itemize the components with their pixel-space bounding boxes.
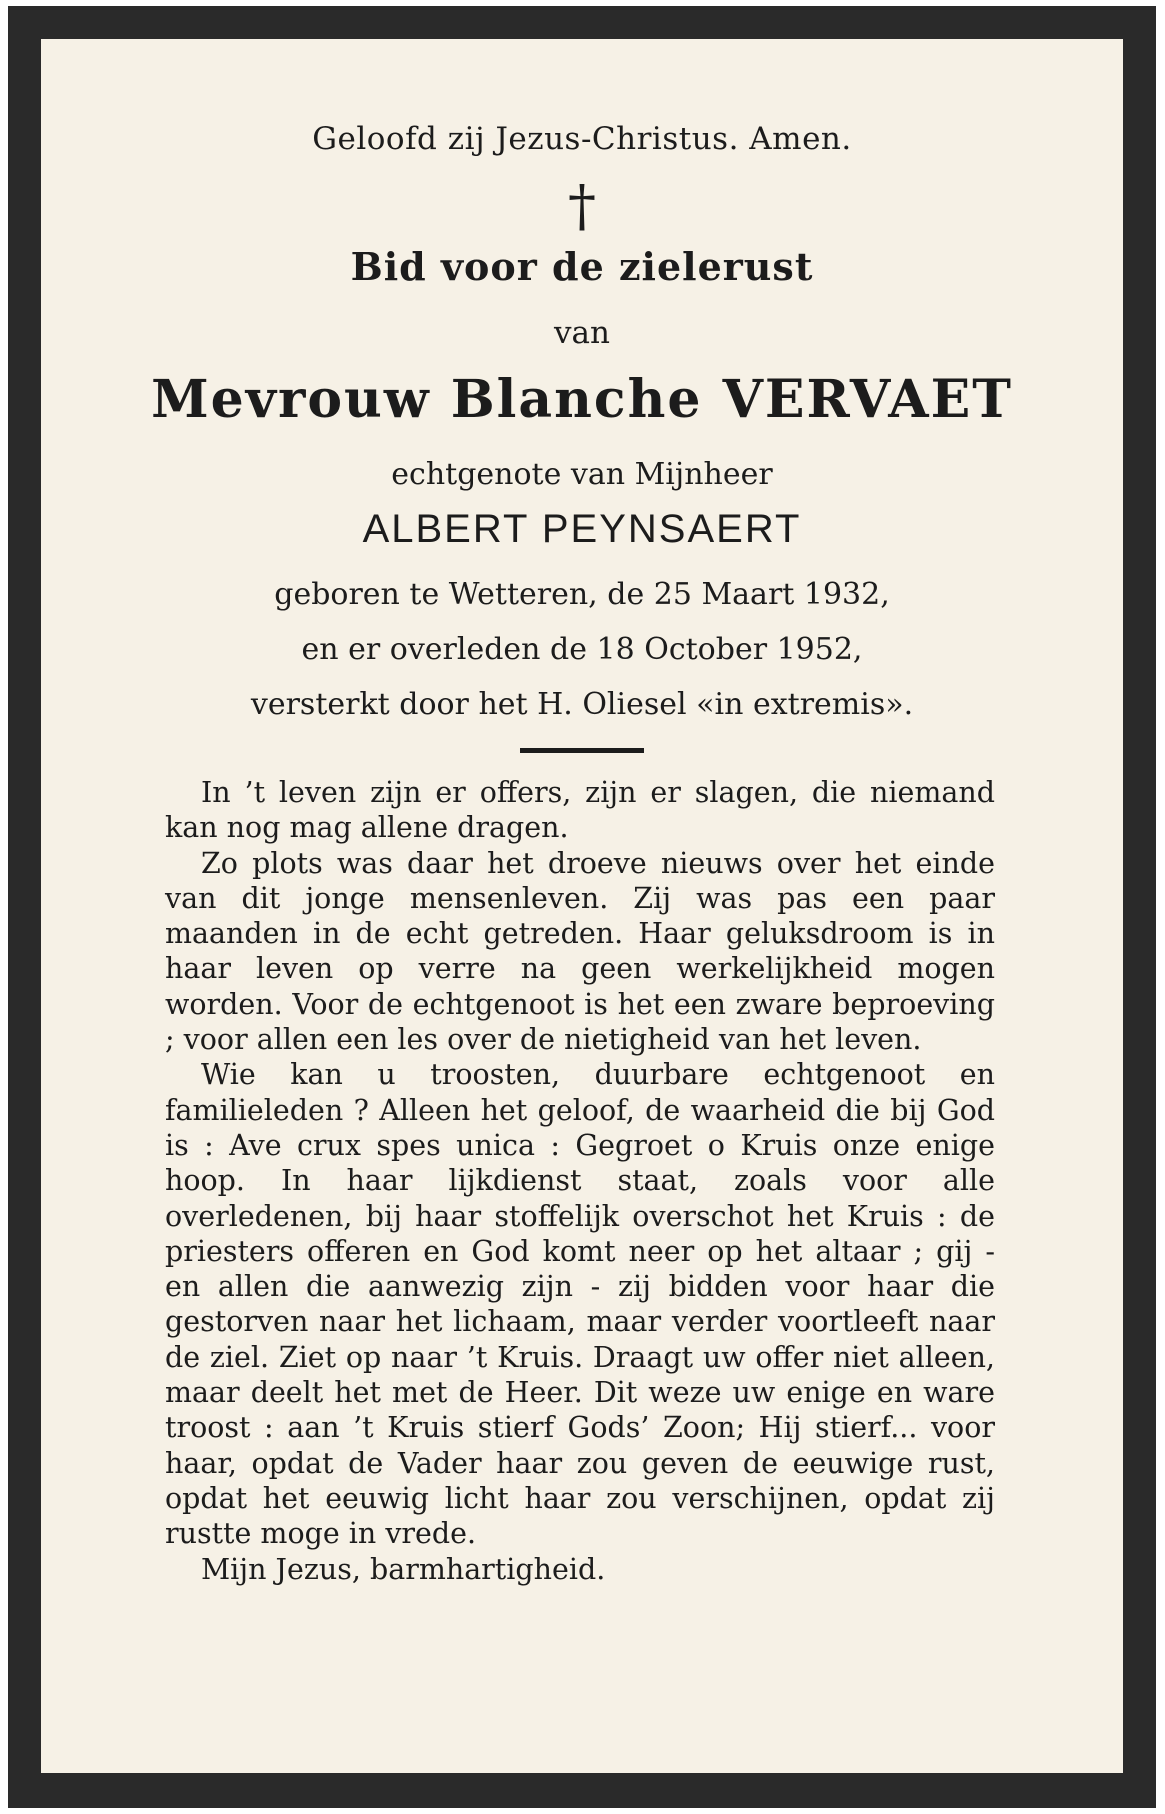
paragraph: In ’t leven zijn er offers, zijn er slagen, die niemand kan nog mag allene dragen. bbox=[165, 776, 995, 845]
memorial-card-panel bbox=[41, 39, 1123, 1773]
memorial-card-border bbox=[8, 6, 1156, 1808]
death-line: en er overleden de 18 October 1952, bbox=[301, 632, 863, 667]
divider-rule bbox=[520, 748, 644, 753]
of-word: van bbox=[554, 315, 610, 351]
paragraph: Wie kan u troosten, duurbare echtgenoot en familieleden ? Alleen het geloof, de waarheid die bij God is : Ave crux spes unica : Gegroet o Kruis onze enige hoop. In haar lijkdienst staat, zoals voor alle overledenen, bij haar stoffelijk overschot het Kruis : de priesters offeren en God komt neer op het altaar ; gij - en allen die aanwezig zijn - zij bidden voor haar die gestorven naar het lichaam, maar verder voortleeft naar de ziel. Ziet op naar ’t Kruis. Draagt uw offer niet alleen, maar deelt het met de Heer. Dit weze uw enige en ware troost : aan ’t Kruis stierf Gods’ Zoon; Hij stierf... voor haar, opdat de Vader haar zou geven de eeuwige rust, opdat het eeuwig licht haar zou verschijnen, opdat zij rustte moge in vrede. bbox=[165, 1058, 995, 1551]
sacrament-line: versterkt door het H. Oliesel «in extremis». bbox=[250, 687, 914, 722]
birth-line: geboren te Wetteren, de 25 Maart 1932, bbox=[274, 577, 890, 612]
greeting-line: Geloofd zij Jezus-Christus. Amen. bbox=[312, 121, 852, 157]
prayer-heading: Bid voor de zielerust bbox=[350, 244, 814, 289]
deceased-name: Mevrouw Blanche VERVAET bbox=[151, 369, 1013, 430]
paragraph: Zo plots was daar het droeve nieuws over het einde van dit jonge mensenleven. Zij was pas een paar maanden in de echt getreden. Haar geluksdroom is in haar leven op verre na geen werkelijkheid mogen worden. Voor de echtgenoot is het een zware beproeving ; voor allen een les over de nietigheid van het leven. bbox=[165, 846, 995, 1057]
spouse-intro: echtgenote van Mijnheer bbox=[391, 457, 773, 492]
cross-icon: † bbox=[568, 174, 596, 239]
spouse-name: ALBERT PEYNSAERT bbox=[362, 507, 802, 551]
paragraph: Mijn Jezus, barmhartigheid. bbox=[201, 1552, 606, 1586]
memorial-text bbox=[165, 775, 995, 1587]
